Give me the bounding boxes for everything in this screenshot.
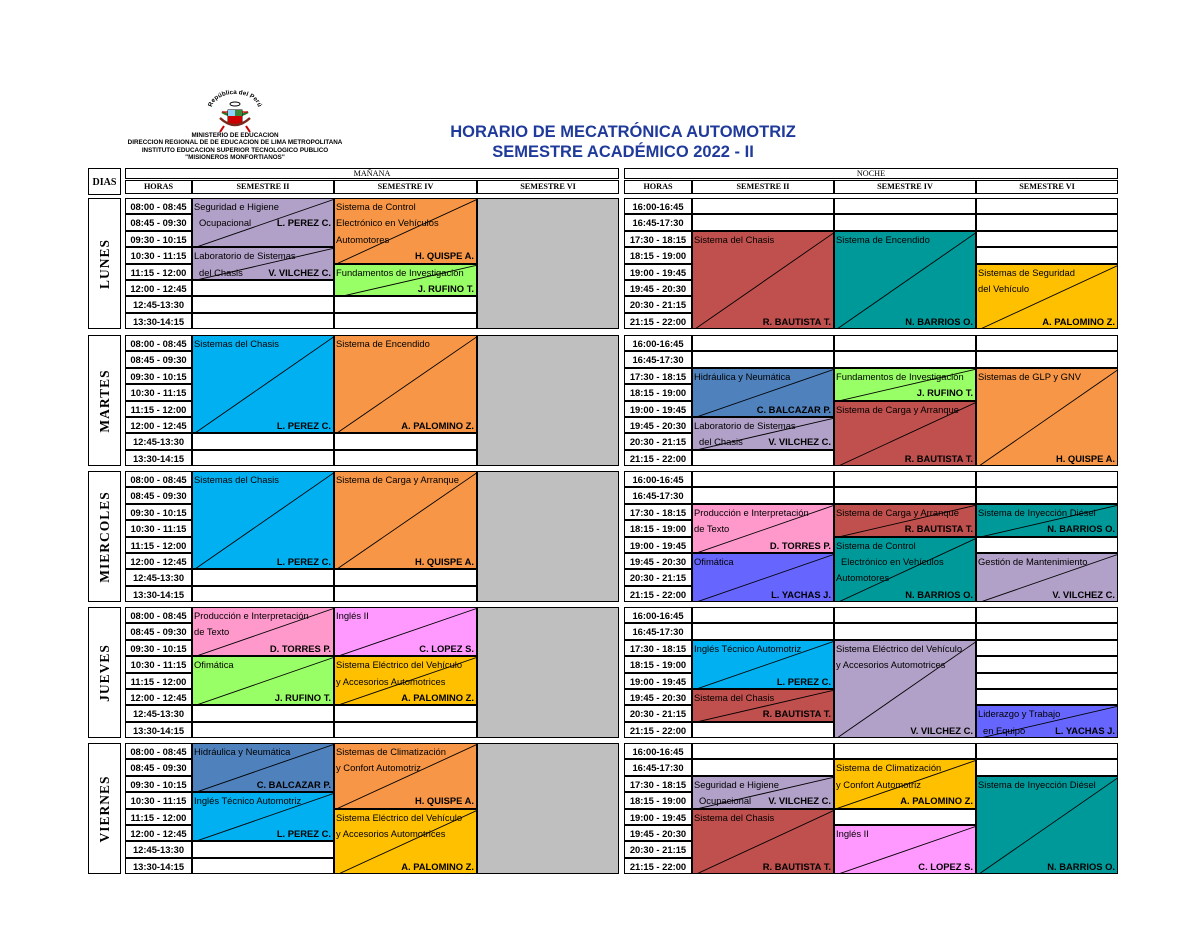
morning-hour: 09:30 - 10:15 <box>125 504 192 520</box>
morning-hour: 13:30-14:15 <box>125 586 192 602</box>
teacher-name: H. QUISPE A. <box>414 795 474 807</box>
night-hour: 18:15 - 19:00 <box>624 384 692 400</box>
course-name-line: Electrónico en Vehículos <box>336 217 439 229</box>
morning-horas-header: HORAS <box>125 180 192 194</box>
morning-hour: 12:45-13:30 <box>125 433 192 449</box>
night-horas-header: HORAS <box>624 180 692 194</box>
night-hour: 20:30 - 21:15 <box>624 569 692 585</box>
morning-hour: 13:30-14:15 <box>125 450 192 466</box>
teacher-name: V. VILCHEZ C. <box>1052 588 1115 600</box>
dias-header: DIAS <box>88 168 121 195</box>
night-hour: 19:00 - 19:45 <box>624 809 692 825</box>
course-name-line: y Confort Automotriz <box>336 762 421 774</box>
course-name-line: Laboratorio de Sistemas <box>694 420 796 431</box>
title-line-2: SEMESTRE ACADÉMICO 2022 - II <box>492 143 754 161</box>
course-name-line: Sistema de Carga y Arranque <box>336 474 459 485</box>
night-hour: 16:00-16:45 <box>624 607 692 623</box>
teacher-name: A. PALOMINO Z. <box>401 860 474 872</box>
course-name-line: Sistema Eléctrico del Vehículo <box>336 811 463 823</box>
night-hour: 18:15 - 19:00 <box>624 792 692 808</box>
teacher-name: D. TORRES P. <box>769 539 831 551</box>
night-hour: 17:30 - 18:15 <box>624 776 692 792</box>
teacher-name: V. VILCHEZ C. <box>910 724 973 736</box>
course-name-line: Sistemas de Seguridad <box>978 266 1075 278</box>
course-name-line: del Vehículo <box>978 282 1030 294</box>
course-name-line: Ofimática <box>694 556 734 567</box>
teacher-name: V. VILCHEZ C. <box>268 266 331 278</box>
night-hour: 20:30 - 21:15 <box>624 433 692 449</box>
night-hour: 16:45-17:30 <box>624 623 692 639</box>
morning-hour: 11:15 - 12:00 <box>125 537 192 553</box>
teacher-name: A. PALOMINO Z. <box>1042 315 1115 327</box>
night-hour: 16:45-17:30 <box>624 487 692 503</box>
teacher-name: C. BALCAZAR P. <box>756 403 831 415</box>
course-name-line: Sistema de Control <box>836 539 916 551</box>
night-block-frame <box>624 607 1118 738</box>
night-hour: 16:45-17:30 <box>624 214 692 230</box>
course-name-line: y Accesorios Automotrices <box>836 659 946 671</box>
morning-sem2-header: SEMESTRE II <box>192 180 334 194</box>
morning-hour: 08:00 - 08:45 <box>125 198 192 214</box>
night-sem6-header: SEMESTRE VI <box>976 180 1118 194</box>
morning-hour: 10:30 - 11:15 <box>125 520 192 536</box>
course-name-line: Electrónico en Vehículos <box>841 555 944 567</box>
morning-hour: 08:00 - 08:45 <box>125 335 192 351</box>
morning-hour: 12:45-13:30 <box>125 569 192 585</box>
night-hour: 21:15 - 22:00 <box>624 858 692 874</box>
morning-hour: 12:00 - 12:45 <box>125 417 192 433</box>
night-hour: 21:15 - 22:00 <box>624 722 692 738</box>
day-label <box>88 607 121 738</box>
teacher-name: L. YACHAS J. <box>1055 724 1115 736</box>
course-name-line: Ocupacional <box>699 795 752 807</box>
teacher-name: R. BAUTISTA T. <box>762 315 831 327</box>
direccion-line: DIRECCION REGIONAL DE DE EDUCACION DE LIMA METROPOLITANA <box>127 139 343 147</box>
morning-hour: 09:30 - 10:15 <box>125 231 192 247</box>
course-name-line: Inglés II <box>336 610 369 621</box>
morning-hour: 09:30 - 10:15 <box>125 776 192 792</box>
morning-hour: 11:15 - 12:00 <box>125 401 192 417</box>
teacher-name: L. PEREZ C. <box>276 217 331 229</box>
night-hour: 16:00-16:45 <box>624 198 692 214</box>
morning-hour: 12:45-13:30 <box>125 705 192 721</box>
course-name-line: de Texto <box>194 626 230 638</box>
night-hour: 20:30 - 21:15 <box>624 296 692 312</box>
teacher-name: J. RUFINO T. <box>916 387 973 399</box>
course-name-line: Hidráulica y Neumática <box>194 746 291 757</box>
night-hour: 19:00 - 19:45 <box>624 537 692 553</box>
teacher-name: V. VILCHEZ C. <box>768 795 831 807</box>
night-hour: 17:30 - 18:15 <box>624 231 692 247</box>
teacher-name: J. RUFINO T. <box>417 282 474 294</box>
course-name-line: Producción e Interpretación <box>194 610 309 621</box>
teacher-name: C. LOPEZ S. <box>918 860 973 872</box>
course-name-line: Sistema del Chasis <box>694 692 775 703</box>
morning-hour: 10:30 - 11:15 <box>125 247 192 263</box>
teacher-name: R. BAUTISTA T. <box>762 860 831 872</box>
ministry-line: MINISTERIO DE EDUCACION <box>191 132 279 139</box>
night-sem4-header: SEMESTRE IV <box>834 180 976 194</box>
morning-hour: 08:45 - 09:30 <box>125 623 192 639</box>
morning-hour: 08:45 - 09:30 <box>125 487 192 503</box>
teacher-name: A. PALOMINO Z. <box>401 420 474 431</box>
morning-hour: 09:30 - 10:15 <box>125 640 192 656</box>
morning-hour: 10:30 - 11:15 <box>125 792 192 808</box>
day-name: LUNES <box>96 238 112 289</box>
morning-hour: 12:45-13:30 <box>125 841 192 857</box>
night-hour: 20:30 - 21:15 <box>624 841 692 857</box>
night-hour: 19:00 - 19:45 <box>624 673 692 689</box>
course-name-line: Fundamentos de Investigación <box>336 266 464 278</box>
teacher-name: N. BARRIOS O. <box>1047 860 1115 872</box>
teacher-name: R. BAUTISTA T. <box>762 708 831 720</box>
course-name-line: Sistemas del Chasis <box>194 338 279 349</box>
morning-sem4-header: SEMESTRE IV <box>334 180 477 194</box>
morning-hour: 09:30 - 10:15 <box>125 368 192 384</box>
teacher-name: L. PEREZ C. <box>276 420 331 431</box>
title-line-1: HORARIO DE MECATRÓNICA AUTOMOTRIZ <box>450 123 796 141</box>
course-name-line: Sistema Eléctrico del Vehículo <box>836 642 963 654</box>
night-hour: 19:00 - 19:45 <box>624 401 692 417</box>
morning-hour: 10:30 - 11:15 <box>125 656 192 672</box>
night-block-frame <box>624 198 1118 329</box>
teacher-name: R. BAUTISTA T. <box>904 523 973 535</box>
morning-hour: 12:00 - 12:45 <box>125 825 192 841</box>
night-hour: 16:45-17:30 <box>624 351 692 367</box>
morning-hour: 11:15 - 12:00 <box>125 673 192 689</box>
night-hour: 21:15 - 22:00 <box>624 313 692 329</box>
morning-hour: 13:30-14:15 <box>125 313 192 329</box>
day-name: JUEVES <box>96 643 112 702</box>
course-name-line: Sistema de Control <box>336 201 416 212</box>
course-name-line: Ofimática <box>194 659 234 671</box>
institute-line: INSTITUTO EDUCACION SUPERIOR TECNOLOGICO PUBLICO <box>141 146 329 154</box>
course-name-line: Inglés Técnico Automotriz <box>694 642 802 654</box>
night-hour: 17:30 - 18:15 <box>624 368 692 384</box>
course-name-line: Sistema Eléctrico del Vehículo <box>336 659 463 671</box>
morning-hour: 13:30-14:15 <box>125 858 192 874</box>
course-name-line: Sistema de Inyección Diésel <box>978 506 1096 518</box>
course-name-line: del Chasis <box>699 436 743 448</box>
course-name-line: de Texto <box>694 523 730 535</box>
course-name-line: Sistema de Carga y Arranque <box>836 403 959 415</box>
morning-hour: 11:15 - 12:00 <box>125 809 192 825</box>
night-hour: 16:45-17:30 <box>624 759 692 775</box>
crest-text: República del Perú <box>207 88 263 108</box>
teacher-name: N. BARRIOS O. <box>905 315 973 327</box>
morning-hour: 12:00 - 12:45 <box>125 689 192 705</box>
course-name-line: Hidráulica y Neumática <box>694 370 791 382</box>
morning-block-frame <box>125 743 619 874</box>
night-hour: 18:15 - 19:00 <box>624 247 692 263</box>
day-label <box>88 471 121 602</box>
teacher-name: C. BALCAZAR P. <box>256 778 331 790</box>
morning-block-frame <box>125 198 619 329</box>
course-name-line: Sistema del Chasis <box>694 811 775 823</box>
morning-hour: 12:00 - 12:45 <box>125 553 192 569</box>
course-name-line: Ocupacional <box>199 217 252 229</box>
morning-hour: 12:45-13:30 <box>125 296 192 312</box>
course-name-line: Inglés II <box>836 828 869 839</box>
course-name-line: Gestión de Mantenimiento <box>978 556 1088 567</box>
morning-block-frame <box>125 607 619 738</box>
teacher-name: R. BAUTISTA T. <box>904 452 973 464</box>
course-name-line: Seguridad e Higiene <box>194 201 279 212</box>
day-name: MIERCOLES <box>96 490 112 583</box>
morning-hour: 08:00 - 08:45 <box>125 471 192 487</box>
teacher-name: C. LOPEZ S. <box>419 642 474 654</box>
teacher-name: D. TORRES P. <box>269 642 331 654</box>
night-sem2-header: SEMESTRE II <box>692 180 834 194</box>
course-name-line: Liderazgo y Trabajo <box>978 708 1061 720</box>
night-hour: 16:00-16:45 <box>624 471 692 487</box>
course-name-line: y Confort Automotriz <box>836 778 921 790</box>
morning-hour: 10:30 - 11:15 <box>125 384 192 400</box>
morning-block-frame <box>125 335 619 466</box>
teacher-name: J. RUFINO T. <box>274 691 331 703</box>
night-hour: 19:45 - 20:30 <box>624 417 692 433</box>
course-name-line: y Accesorios Automotrices <box>336 827 446 839</box>
morning-block-frame <box>125 471 619 602</box>
morning-hour: 08:00 - 08:45 <box>125 743 192 759</box>
teacher-name: H. QUISPE A. <box>414 250 474 262</box>
night-hour: 20:30 - 21:15 <box>624 705 692 721</box>
course-name-line: Inglés Técnico Automotriz <box>194 795 302 807</box>
course-name-line: Laboratorio de Sistemas <box>194 250 296 262</box>
night-hour: 16:00-16:45 <box>624 335 692 351</box>
course-name-line: Sistema de Encendido <box>836 233 930 245</box>
morning-sem6-header: SEMESTRE VI <box>477 180 619 194</box>
night-hour: 21:15 - 22:00 <box>624 450 692 466</box>
morning-hour: 08:45 - 09:30 <box>125 759 192 775</box>
morning-hour: 08:45 - 09:30 <box>125 351 192 367</box>
noche-band: NOCHE <box>624 168 1118 179</box>
course-name-line: Sistema de Encendido <box>336 338 430 349</box>
course-name-line: Fundamentos de Investigación <box>836 370 964 382</box>
course-name-line: Sistema de Climatización <box>836 762 942 774</box>
night-hour: 17:30 - 18:15 <box>624 504 692 520</box>
morning-hour: 11:15 - 12:00 <box>125 264 192 280</box>
night-hour: 17:30 - 18:15 <box>624 640 692 656</box>
night-hour: 19:45 - 20:30 <box>624 689 692 705</box>
institute-name-line: "MISIONEROS MONFORTIANOS" <box>185 154 285 162</box>
day-label <box>88 198 121 329</box>
course-name-line: Sistema de Inyección Diésel <box>978 778 1096 790</box>
course-name-line: del Chasis <box>199 266 243 278</box>
morning-hour: 08:00 - 08:45 <box>125 607 192 623</box>
teacher-name: H. QUISPE A. <box>414 556 474 567</box>
course-name-line: Producción e Interpretación <box>694 506 809 518</box>
course-name-line: y Accesorios Automotrices <box>336 675 446 687</box>
night-block-frame <box>624 743 1118 874</box>
course-name-line: en Equipo <box>983 724 1026 736</box>
night-hour: 21:15 - 22:00 <box>624 586 692 602</box>
night-hour: 16:00-16:45 <box>624 743 692 759</box>
manana-band: MAÑANA <box>125 168 619 179</box>
day-name: MARTES <box>96 368 112 433</box>
night-hour: 18:15 - 19:00 <box>624 520 692 536</box>
night-hour: 18:15 - 19:00 <box>624 656 692 672</box>
course-name-line: Automotores <box>336 233 390 245</box>
teacher-name: A. PALOMINO Z. <box>900 795 973 807</box>
night-hour: 19:45 - 20:30 <box>624 825 692 841</box>
teacher-name: L. PEREZ C. <box>776 675 831 687</box>
course-name-line: Sistemas de Climatización <box>336 746 446 757</box>
teacher-name: A. PALOMINO Z. <box>401 691 474 703</box>
teacher-name: V. VILCHEZ C. <box>768 436 831 448</box>
course-name-line: Sistemas del Chasis <box>194 474 279 485</box>
night-block-frame <box>624 335 1118 466</box>
night-block-frame <box>624 471 1118 602</box>
course-name-line: Sistema del Chasis <box>694 233 775 245</box>
morning-hour: 08:45 - 09:30 <box>125 214 192 230</box>
teacher-name: L. YACHAS J. <box>771 588 831 600</box>
course-name-line: Automotores <box>836 572 890 584</box>
day-label <box>88 743 121 874</box>
night-hour: 19:45 - 20:30 <box>624 280 692 296</box>
day-label <box>88 335 121 466</box>
day-name: VIERNES <box>96 775 112 843</box>
teacher-name: N. BARRIOS O. <box>1047 523 1115 535</box>
teacher-name: N. BARRIOS O. <box>905 588 973 600</box>
night-hour: 19:00 - 19:45 <box>624 264 692 280</box>
teacher-name: H. QUISPE A. <box>1055 452 1115 464</box>
morning-hour: 12:00 - 12:45 <box>125 280 192 296</box>
teacher-name: L. PEREZ C. <box>276 827 331 839</box>
morning-hour: 13:30-14:15 <box>125 722 192 738</box>
night-hour: 19:45 - 20:30 <box>624 553 692 569</box>
course-name-line: Sistemas de GLP y GNV <box>978 370 1081 382</box>
course-name-line: Sistema de Carga y Arranque <box>836 506 959 518</box>
course-name-line: Seguridad e Higiene <box>694 778 779 790</box>
teacher-name: L. PEREZ C. <box>276 556 331 567</box>
